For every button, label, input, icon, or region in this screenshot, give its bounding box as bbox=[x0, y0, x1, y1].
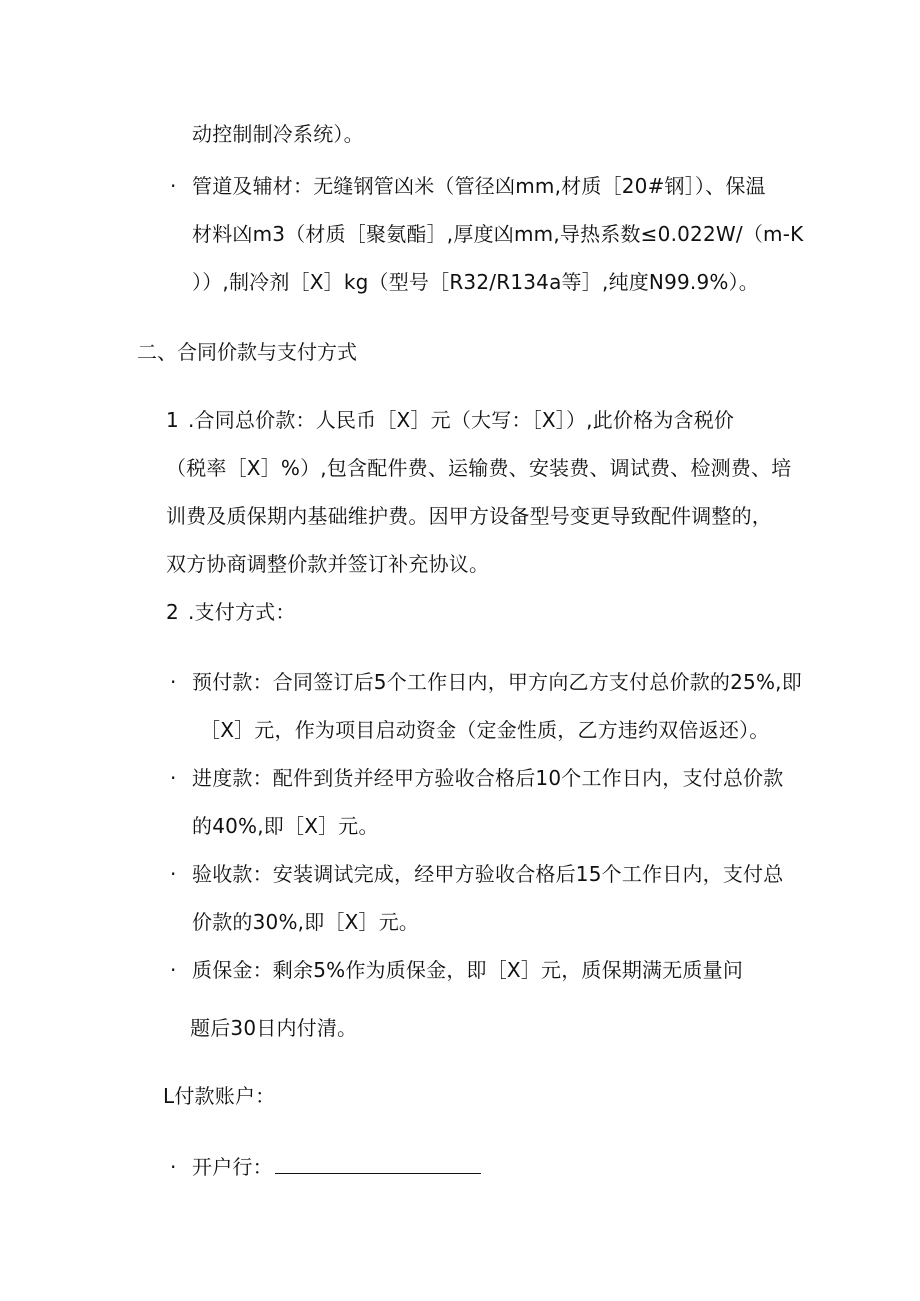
bullet-dot-icon: · bbox=[170, 958, 177, 982]
pipe-item-line-2: 材料凶m3（材质［聚氨酯］,厚度凶mm,导热系数≤0.022W/（m-K bbox=[192, 222, 804, 246]
bullet-dot-icon: · bbox=[170, 1155, 177, 1179]
bullet-dot-icon: · bbox=[170, 766, 177, 790]
pipe-item-line-3: ））,制冷剂［X］kg（型号［R32/R134a等］,纯度N99.9%）。 bbox=[192, 270, 759, 294]
pipe-item-line-1: 管道及辅材：无缝钢管凶米（管径凶mm,材质［20#钢］）、保温 bbox=[192, 174, 766, 198]
bullet-dot-icon: · bbox=[170, 174, 177, 198]
bank-label: 开户行： bbox=[192, 1155, 273, 1179]
clause-1-number: 1 bbox=[166, 408, 179, 432]
payment-account-heading: L付款账户： bbox=[163, 1084, 276, 1108]
clause-1-line-4: 双方协商调整价款并签订补充协议。 bbox=[166, 552, 490, 576]
clause-2-text: .支付方式： bbox=[188, 600, 296, 624]
clause-1-line-3: 训费及质保期内基础维护费。因甲方设备型号变更导致配件调整的， bbox=[166, 504, 772, 528]
prepayment-line-2: ［X］元，作为项目启动资金（定金性质，乙方违约双倍返还）。 bbox=[200, 718, 770, 742]
bullet-dot-icon: · bbox=[170, 862, 177, 886]
section-heading: 二、合同价款与支付方式 bbox=[137, 340, 357, 364]
clause-1-line-1: .合同总价款：人民币［X］元（大写：［X］）,此价格为含税价 bbox=[188, 408, 735, 432]
bullet-dot-icon: · bbox=[170, 670, 177, 694]
prepayment-line-1: 预付款：合同签订后5个工作日内，甲方向乙方支付总价款的25%,即 bbox=[192, 670, 802, 694]
progress-payment-line-1: 进度款：配件到货并经甲方验收合格后10个工作日内，支付总价款 bbox=[192, 766, 784, 790]
bank-field bbox=[192, 1154, 481, 1180]
clause-1-line-2: （税率［X］%）,包含配件费、运输费、安装费、调试费、检测费、培 bbox=[166, 456, 792, 480]
clause-2-number: 2 bbox=[166, 600, 179, 624]
progress-payment-line-2: 的40%,即［X］元。 bbox=[192, 814, 379, 838]
acceptance-payment-line-2: 价款的30%,即［X］元。 bbox=[192, 910, 420, 934]
warranty-deposit-line-2: 题后30日内付清。 bbox=[190, 1016, 358, 1040]
bank-blank-line bbox=[275, 1155, 481, 1174]
warranty-deposit-line-1: 质保金：剩余5%作为质保金，即［X］元，质保期满无质量问 bbox=[192, 958, 744, 982]
acceptance-payment-line-1: 验收款：安装调试完成，经甲方验收合格后15个工作日内，支付总 bbox=[192, 862, 784, 886]
equipment-continuation-line: 动控制制冷系统）。 bbox=[192, 122, 364, 146]
